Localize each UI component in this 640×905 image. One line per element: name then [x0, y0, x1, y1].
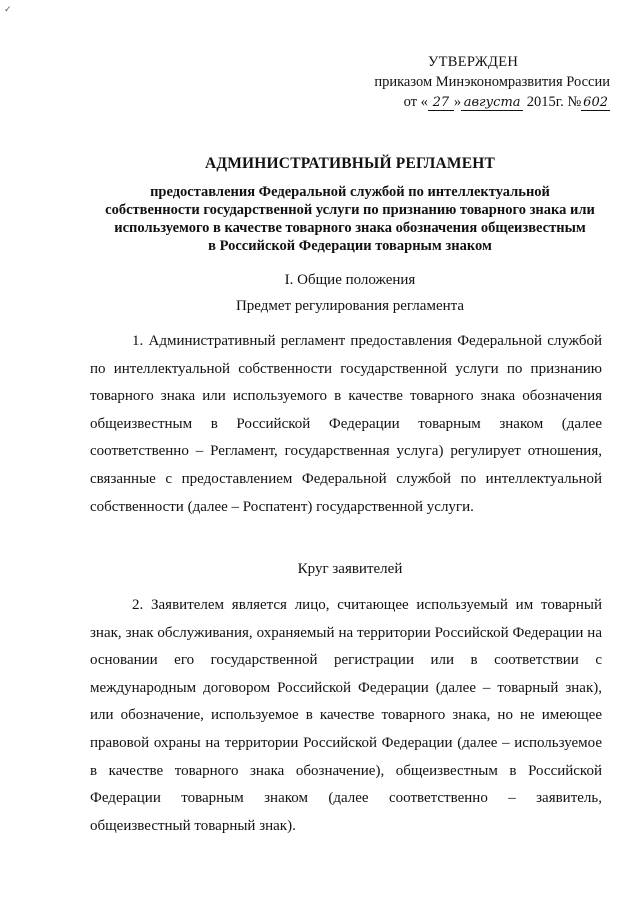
document-title: АДМИНИСТРАТИВНЫЙ РЕГЛАМЕНТ [204, 155, 496, 172]
paragraph-1: 1. Административный регламент предоставления Федеральной службой по интеллектуальной собственности государственной услуги по признанию товарного знака или используемого в качестве товарного знака обозначения общеизвестным в Российской Федерации товарным знаком (далее соответственно – Регламент, государственная услуга) регулирует отношения, связанные с предоставлением Федеральной службой по интеллектуальной собственности (далее – Роспатент) государственной услуги. [90, 333, 602, 515]
approval-date-line [320, 92, 610, 112]
number-prefix: № [567, 94, 582, 110]
subsection-heading-subject: Предмет регулирования регламента [235, 298, 465, 314]
document-subtitle [60, 183, 640, 255]
subtitle-line: используемого в качестве товарного знака обозначения общеизвестным [114, 220, 586, 236]
subtitle-line: собственности государственной услуги по признанию товарного знака или [105, 202, 595, 218]
approval-title: УТВЕРЖДЕН [428, 54, 519, 70]
subtitle-line: предоставления Федеральной службой по интеллектуальной [150, 184, 550, 200]
date-mid: » [453, 94, 462, 110]
subtitle-line: в Российской Федерации товарным знаком [208, 238, 492, 254]
section-heading-general: I. Общие положения [284, 272, 416, 288]
date-year: 2015г. [526, 94, 564, 110]
approval-order-line: приказом Минэкономразвития России [374, 74, 610, 90]
subsection-heading-applicants: Круг заявителей [297, 561, 403, 577]
handwritten-number: 602 [583, 95, 608, 110]
handwritten-day: 27 [428, 95, 454, 111]
corner-tick-mark: ✓ [4, 4, 12, 14]
date-prefix: от « [403, 94, 428, 110]
paragraph-2: 2. Заявителем является лицо, считающее используемый им товарный знак, знак обслуживания, охраняемый на территории Российской Федерации на основании его государственной регистрации или в соответствии с международным договором Российской Федерации (далее – товарный знак), или обозначение, используемое в качестве товарного знака, но не имеющее правовой охраны на территории Российской Федерации (далее – используемое в качестве товарного знака обозначение), общеизвестным в Российской Федерации товарным знаком (далее соответственно – заявитель, общеизвестный товарный знак). [90, 597, 602, 834]
handwritten-month: августа [461, 95, 523, 111]
approval-stamp-block [320, 52, 610, 112]
